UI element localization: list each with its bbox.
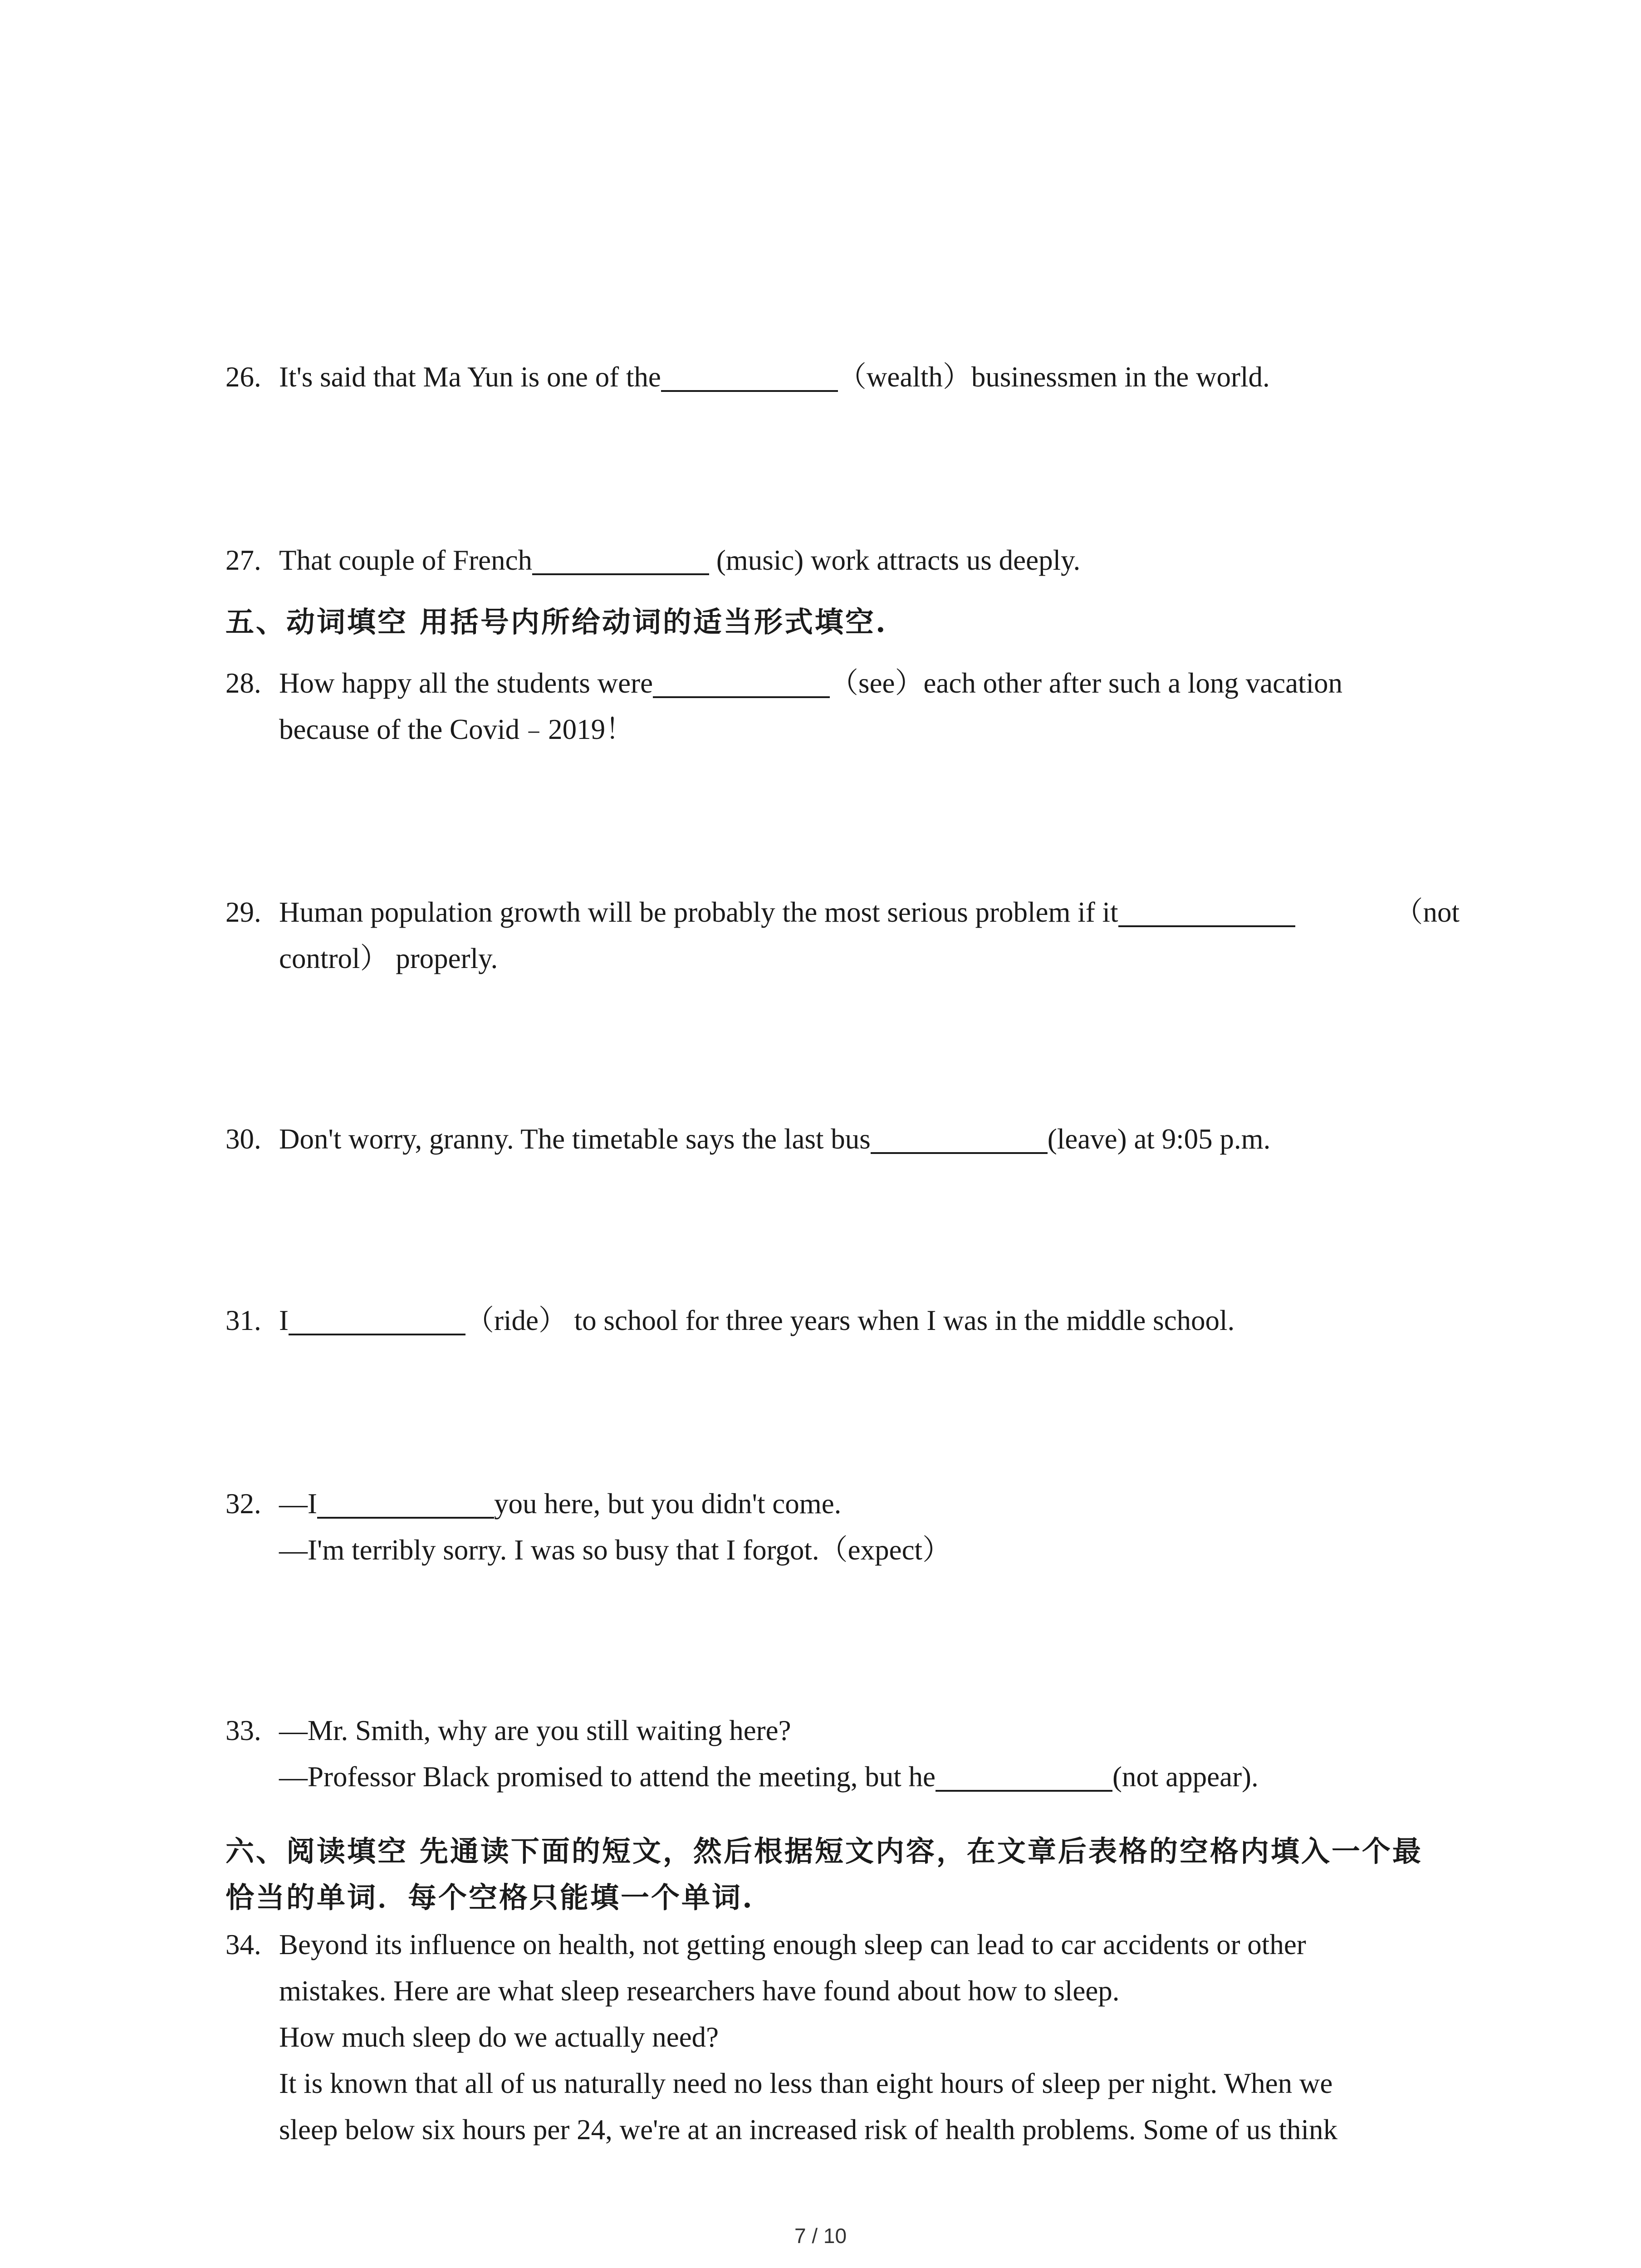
section-heading-line: 六、阅读填空 先通读下面的短文，然后根据短文内容，在文章后表格的空格内填入一个最 xyxy=(225,1834,1423,1868)
question-26 xyxy=(225,354,1460,400)
question-number: 34. xyxy=(225,1929,261,1960)
question-33 xyxy=(225,1707,1460,1800)
question-text-after: (leave) at 9:05 p.m. xyxy=(1047,1123,1271,1155)
question-text: —Professor Black promised to attend the meeting, but he xyxy=(279,1761,936,1793)
answer-blank[interactable] xyxy=(317,1491,494,1519)
question-text-after: （wealth）businessmen in the world. xyxy=(838,361,1270,393)
question-text-after: (not appear). xyxy=(1112,1761,1259,1793)
question-text: It's said that Ma Yun is one of the xyxy=(279,361,661,393)
question-number: 28. xyxy=(225,667,261,699)
passage-line: sleep below six hours per 24, we're at an increased risk of health problems. Some of us think xyxy=(279,2114,1338,2146)
question-text: —I xyxy=(279,1488,317,1520)
question-text: —Mr. Smith, why are you still waiting here? xyxy=(279,1715,791,1746)
passage-line: Beyond its influence on health, not getting enough sleep can lead to car accidents or other xyxy=(279,1929,1306,1960)
answer-blank[interactable] xyxy=(653,670,830,698)
question-number: 29. xyxy=(225,896,261,928)
passage-line: How much sleep do we actually need? xyxy=(279,2021,719,2053)
question-number: 31. xyxy=(225,1305,261,1336)
question-29 xyxy=(225,889,1460,982)
question-continuation: because of the Covid﹣2019！ xyxy=(279,714,634,745)
question-number: 27. xyxy=(225,544,261,576)
question-28 xyxy=(225,660,1460,753)
question-text-after: you here, but you didn't come. xyxy=(494,1488,842,1520)
passage-line: It is known that all of us naturally need no less than eight hours of sleep per night. When we xyxy=(279,2068,1333,2099)
question-31 xyxy=(225,1297,1460,1344)
question-number: 30. xyxy=(225,1123,261,1155)
answer-blank[interactable] xyxy=(936,1764,1112,1792)
section-heading-five: 五、动词填空 用括号内所给动词的适当形式填空. xyxy=(225,605,887,639)
answer-blank[interactable] xyxy=(871,1126,1048,1154)
answer-blank[interactable] xyxy=(661,364,838,392)
answer-blank[interactable] xyxy=(532,547,709,575)
question-number: 33. xyxy=(225,1715,261,1746)
section-heading-line: 恰当的单词．每个空格只能填一个单词. xyxy=(225,1881,754,1914)
question-continuation: control） properly. xyxy=(279,943,498,974)
question-text-after: （not xyxy=(1394,896,1460,928)
question-34 xyxy=(225,1921,1460,2153)
question-number: 32. xyxy=(225,1488,261,1520)
question-text: How happy all the students were xyxy=(279,667,653,699)
question-text: I xyxy=(279,1305,289,1336)
answer-blank[interactable] xyxy=(289,1307,465,1335)
question-27 xyxy=(225,537,1460,583)
question-text: Human population growth will be probably the most serious problem if it xyxy=(279,896,1118,928)
answer-blank[interactable] xyxy=(1118,899,1295,927)
question-text: Don't worry, granny. The timetable says the last bus xyxy=(279,1123,871,1155)
question-30 xyxy=(225,1116,1460,1162)
question-32 xyxy=(225,1481,1460,1573)
question-text-after: （ride） to school for three years when I was in the middle school. xyxy=(465,1305,1235,1336)
question-text-after: (music) work attracts us deeply. xyxy=(709,544,1081,576)
question-number: 26. xyxy=(225,361,261,393)
page-number: 7 / 10 xyxy=(794,2224,847,2248)
question-text-after: （see）each other after such a long vacation xyxy=(830,667,1343,699)
passage-line: mistakes. Here are what sleep researchers have found about how to sleep. xyxy=(279,1975,1120,2007)
section-heading-six xyxy=(225,1828,1460,1921)
question-continuation: —I'm terribly sorry. I was so busy that I forgot.（expect） xyxy=(279,1534,951,1566)
question-text: That couple of French xyxy=(279,544,533,576)
